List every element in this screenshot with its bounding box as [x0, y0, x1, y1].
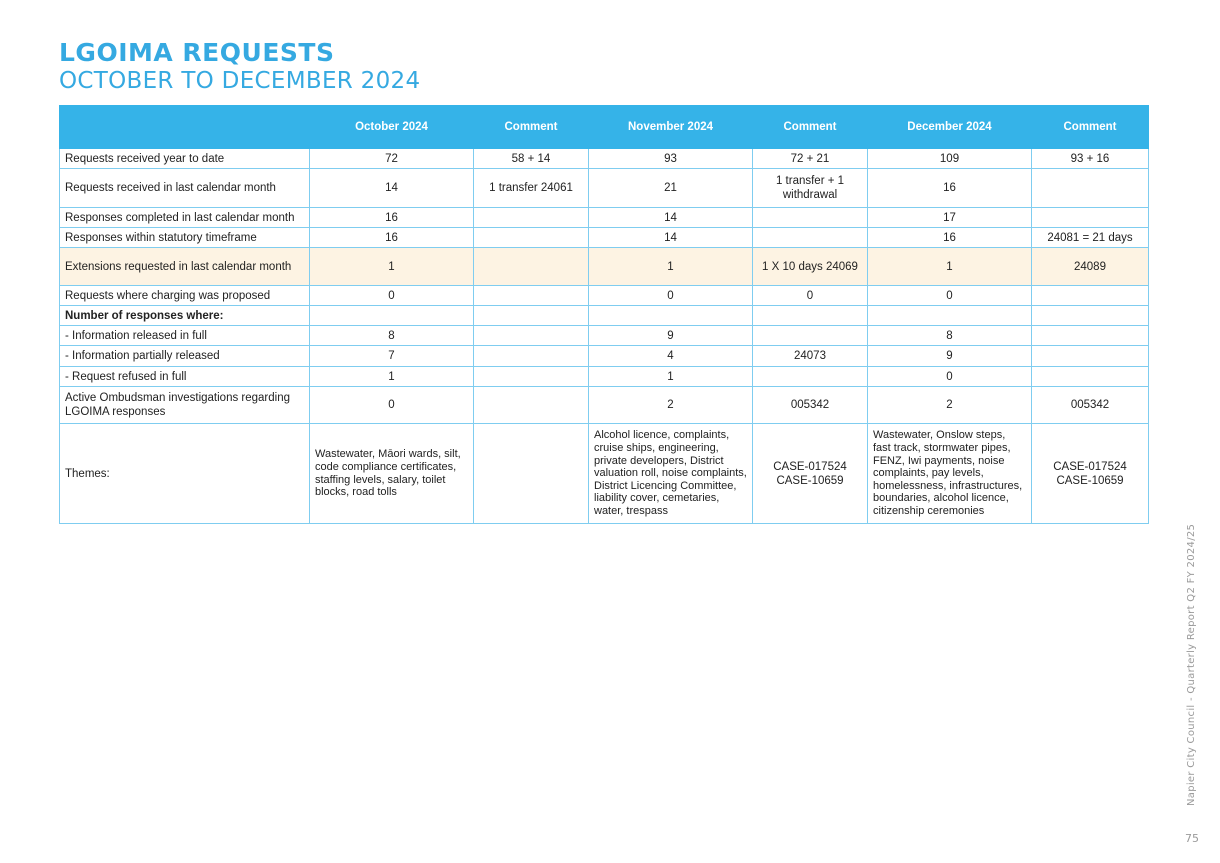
- row-label: Responses within statutory timeframe: [60, 228, 310, 248]
- table-cell: 24081 = 21 days: [1032, 228, 1149, 248]
- table-cell: 9: [868, 346, 1032, 367]
- title-block: [59, 38, 420, 96]
- table-cell: 58 + 14: [474, 149, 589, 169]
- table-row: [60, 387, 1149, 424]
- table-cell: [474, 346, 589, 367]
- header-cell-comment-december: Comment: [1032, 106, 1149, 149]
- table-cell: 7: [310, 346, 474, 367]
- table-cell: 72 + 21: [753, 149, 868, 169]
- table-cell: 93: [589, 149, 753, 169]
- row-label: Extensions requested in last calendar month: [60, 248, 310, 286]
- table-row-themes: [60, 424, 1149, 524]
- table-row-highlighted: [60, 248, 1149, 286]
- table-cell: 0: [868, 367, 1032, 387]
- table-cell: [474, 424, 589, 524]
- table-cell: 2: [589, 387, 753, 424]
- section-heading: Number of responses where:: [60, 306, 310, 326]
- table-cell: 0: [310, 387, 474, 424]
- table-cell: 21: [589, 169, 753, 208]
- table-cell: [1032, 326, 1149, 346]
- table-row: [60, 367, 1149, 387]
- header-cell-label: [60, 106, 310, 149]
- table-cell: 8: [310, 326, 474, 346]
- table-cell: 1: [310, 367, 474, 387]
- table-cell: [589, 306, 753, 326]
- table-cell: 4: [589, 346, 753, 367]
- table-cell: 17: [868, 208, 1032, 228]
- table-cell: 9: [589, 326, 753, 346]
- table-cell: 16: [868, 169, 1032, 208]
- table-cell: [1032, 208, 1149, 228]
- table-cell: [1032, 286, 1149, 306]
- table-cell: [474, 248, 589, 286]
- table-cell: 109: [868, 149, 1032, 169]
- table-cell: [868, 306, 1032, 326]
- page-number: 75: [1185, 832, 1199, 845]
- row-label: Responses completed in last calendar month: [60, 208, 310, 228]
- table-cell: [474, 208, 589, 228]
- table-cell: 1: [310, 248, 474, 286]
- table-cell: 24073: [753, 346, 868, 367]
- table-row: [60, 326, 1149, 346]
- table-row: [60, 149, 1149, 169]
- table-cell: [753, 208, 868, 228]
- table-cell: 0: [753, 286, 868, 306]
- row-label: - Information released in full: [60, 326, 310, 346]
- table-cell: [474, 367, 589, 387]
- table-row-section-heading: [60, 306, 1149, 326]
- table-row: [60, 346, 1149, 367]
- table-cell: 14: [589, 208, 753, 228]
- table-cell: [310, 306, 474, 326]
- header-cell-comment-november: Comment: [753, 106, 868, 149]
- themes-december: Wastewater, Onslow steps, fast track, stormwater pipes, FENZ, Iwi payments, noise complaints, pay levels, homelessness, infrastructures, boundaries, alcohol licence, citizenship ceremonies: [868, 424, 1032, 524]
- table-cell: 1: [868, 248, 1032, 286]
- row-label: Requests where charging was proposed: [60, 286, 310, 306]
- table-row: [60, 208, 1149, 228]
- table-cell: [1032, 346, 1149, 367]
- footer-side-text: Napier City Council - Quarterly Report Q2 FY 2024/25: [1186, 523, 1197, 806]
- table-cell: [474, 286, 589, 306]
- table-header-row: [60, 106, 1149, 149]
- themes-november: Alcohol licence, complaints, cruise ships, engineering, private developers, District valuation roll, noise complaints, District Licencing Committee, liability cover, cemetaries, water, trespass: [589, 424, 753, 524]
- header-cell-november: November 2024: [589, 106, 753, 149]
- table-cell: [753, 306, 868, 326]
- table-cell: 1: [589, 248, 753, 286]
- table-cell: [474, 326, 589, 346]
- row-label: Requests received year to date: [60, 149, 310, 169]
- table-row: [60, 169, 1149, 208]
- row-label: Themes:: [60, 424, 310, 524]
- table-row: [60, 286, 1149, 306]
- table-cell: [1032, 169, 1149, 208]
- table-cell: 16: [868, 228, 1032, 248]
- table-cell: [474, 306, 589, 326]
- table-cell: 005342: [753, 387, 868, 424]
- table-cell: CASE-017524 CASE-10659: [1032, 424, 1149, 524]
- table-cell: [1032, 306, 1149, 326]
- table-cell: 16: [310, 228, 474, 248]
- header-cell-comment-october: Comment: [474, 106, 589, 149]
- table-cell: 1 transfer 24061: [474, 169, 589, 208]
- table-cell: 0: [589, 286, 753, 306]
- row-label: - Request refused in full: [60, 367, 310, 387]
- table-cell: 72: [310, 149, 474, 169]
- table-cell: 14: [589, 228, 753, 248]
- table-cell: 14: [310, 169, 474, 208]
- table-cell: CASE-017524 CASE-10659: [753, 424, 868, 524]
- header-cell-december: December 2024: [868, 106, 1032, 149]
- table-cell: [753, 228, 868, 248]
- row-label: - Information partially released: [60, 346, 310, 367]
- table-cell: 005342: [1032, 387, 1149, 424]
- page-subtitle: OCTOBER TO DECEMBER 2024: [59, 68, 421, 94]
- row-label: Requests received in last calendar month: [60, 169, 310, 208]
- table-cell: 1 X 10 days 24069: [753, 248, 868, 286]
- table-cell: 8: [868, 326, 1032, 346]
- table-cell: 1 transfer + 1 withdrawal: [753, 169, 868, 208]
- table-cell: [753, 367, 868, 387]
- header-cell-october: October 2024: [310, 106, 474, 149]
- table-cell: 1: [589, 367, 753, 387]
- table-cell: [753, 326, 868, 346]
- row-label: Active Ombudsman investigations regarding LGOIMA responses: [60, 387, 310, 424]
- table-cell: 2: [868, 387, 1032, 424]
- page-title: LGOIMA REQUESTS: [59, 38, 335, 67]
- table-cell: [474, 228, 589, 248]
- themes-october: Wastewater, Māori wards, silt, code compliance certificates, staffing levels, salary, toilet blocks, road tolls: [310, 424, 474, 524]
- lgoima-table: [59, 105, 1149, 524]
- table-cell: 0: [310, 286, 474, 306]
- table-cell: 24089: [1032, 248, 1149, 286]
- table-row: [60, 228, 1149, 248]
- table-cell: [1032, 367, 1149, 387]
- table-cell: [474, 387, 589, 424]
- table-cell: 93 + 16: [1032, 149, 1149, 169]
- table-cell: 16: [310, 208, 474, 228]
- table-cell: 0: [868, 286, 1032, 306]
